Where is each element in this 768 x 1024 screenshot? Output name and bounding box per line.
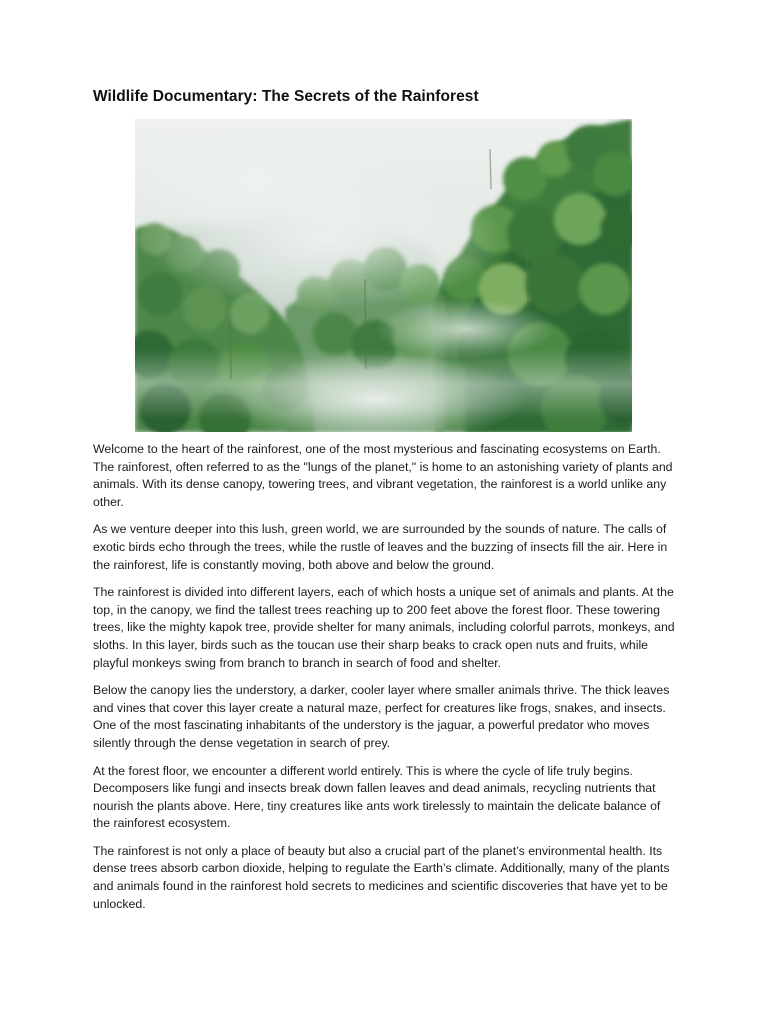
document-page: [93, 0, 678, 1024]
paragraph: Below the canopy lies the understory, a darker, cooler layer where smaller animals thrive. The thick leaves and vines that cover this layer create a natural maze, perfect for creatures like frogs, snakes, and insects. One of the most fascinating inhabitants of the understory is the jaguar, a powerful predator who moves silently through the dense vegetation in search of prey.: [93, 683, 670, 750]
rainforest-image: [135, 119, 632, 432]
paragraph: The rainforest is not only a place of beauty but also a crucial part of the planet’s environmental health. Its dense trees absorb carbon dioxide, helping to regulate the Earth’s climate. Additionally, many of the plants and animals found in the rainforest hold secrets to medicines and scientific discoveries that have yet to be unlocked.: [93, 843, 670, 911]
paragraph: Welcome to the heart of the rainforest, one of the most mysterious and fascinating ecosystems on Earth. The rainforest, often referred to as the "lungs of the planet," is home to an astonishing variety of plants and animals. With its dense canopy, towering trees, and vibrant vegetation, the rainforest is a world unlike any other.: [93, 442, 673, 509]
paragraph: The rainforest is divided into different layers, each of which hosts a unique set of animals and plants. At the top, in the canopy, we find the tallest trees reaching up to 200 feet above the forest floor. These towering trees, like the mighty kapok tree, provide shelter for many animals, including colorful parrots, monkeys, and sloths. In this layer, birds such as the toucan use their sharp beaks to crack open nuts and fruits, while playful monkeys swing from branch to branch in search of food and shelter.: [93, 585, 675, 670]
paragraph: At the forest floor, we encounter a different world entirely. This is where the cycle of life truly begins. Decomposers like fungi and insects break down fallen leaves and dead animals, recycling nutrients that nourish the plants above. Here, tiny creatures like ants work tirelessly to maintain the delicate balance of the rainforest ecosystem.: [93, 763, 661, 831]
misty-rainforest-photo: [135, 119, 632, 432]
article-body: [93, 441, 678, 923]
document-title: Wildlife Documentary: The Secrets of the Rainforest: [93, 88, 479, 105]
paragraph: As we venture deeper into this lush, green world, we are surrounded by the sounds of nature. The calls of exotic birds echo through the trees, while the rustle of leaves and the buzzing of insects fill the air. Here in the rainforest, life is constantly moving, both above and below the ground.: [93, 522, 668, 572]
